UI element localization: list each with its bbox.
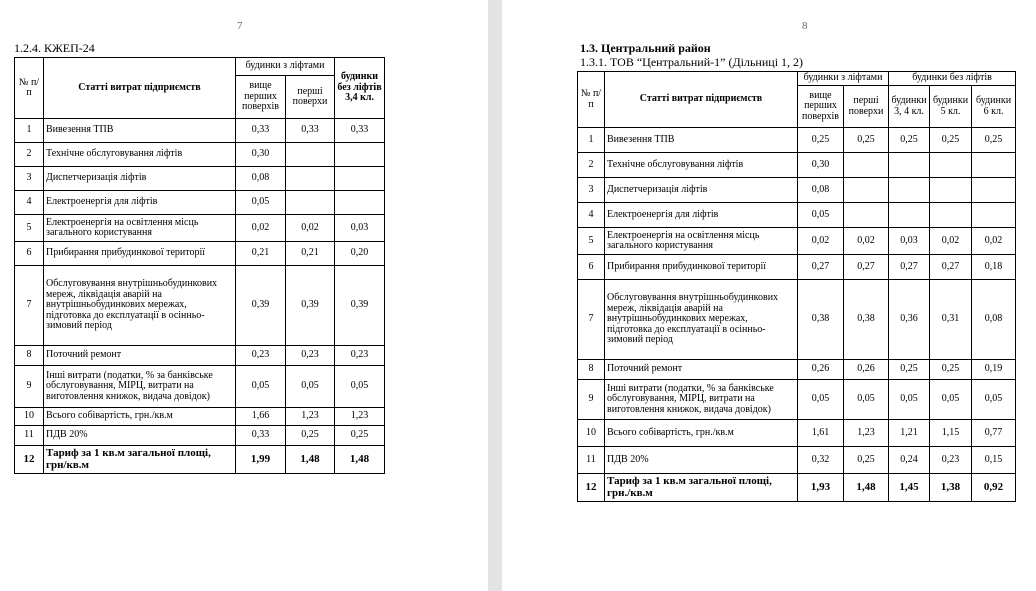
row-value: 0,05 [236, 191, 286, 215]
table-row [15, 266, 385, 346]
table-row [15, 191, 385, 215]
row-value: 0,02 [236, 215, 286, 242]
row-value [286, 143, 335, 167]
row-value [335, 191, 385, 215]
table-row [15, 346, 385, 366]
header-class-6: будинки 6 кл. [972, 86, 1016, 128]
row-value: 0,18 [972, 255, 1016, 280]
row-label: Вивезення ТПВ [605, 128, 798, 153]
table-row [578, 255, 1016, 280]
row-value: 0,25 [844, 128, 889, 153]
page-number: 7 [237, 20, 243, 32]
row-value: 1,45 [889, 474, 930, 502]
row-label: Поточний ремонт [605, 360, 798, 380]
row-label: Електроенергія на освітлення місць загального користування [44, 215, 236, 242]
row-value [889, 153, 930, 178]
row-value: 0,02 [798, 228, 844, 255]
row-value: 0,08 [798, 178, 844, 203]
row-value: 0,25 [844, 447, 889, 474]
row-value: 0,25 [889, 360, 930, 380]
row-value: 0,39 [236, 266, 286, 346]
row-value [889, 203, 930, 228]
row-value: 0,15 [972, 447, 1016, 474]
header-class-5: будинки 5 кл. [930, 86, 972, 128]
row-value: 0,25 [798, 128, 844, 153]
table-row [15, 426, 385, 446]
row-label: Всього собівартість, грн./кв.м [44, 408, 236, 426]
row-label: Інші витрати (податки, % за банківське обслуговування, МІРЦ, витрати на виготовлення книжок, видача довідок) [44, 366, 236, 408]
row-value: 0,03 [335, 215, 385, 242]
row-value: 1,66 [236, 408, 286, 426]
document-page-left [0, 0, 488, 591]
row-value: 0,05 [889, 380, 930, 420]
row-value: 0,02 [286, 215, 335, 242]
row-number: 3 [578, 178, 605, 203]
row-label: Прибирання прибудинкової території [605, 255, 798, 280]
row-value [844, 178, 889, 203]
row-value: 1,48 [844, 474, 889, 502]
table-row [15, 446, 385, 474]
row-label: Вивезення ТПВ [44, 119, 236, 143]
row-label: Технічне обслуговування ліфтів [44, 143, 236, 167]
row-value: 0,02 [844, 228, 889, 255]
header-class-3-4: будинки 3, 4 кл. [889, 86, 930, 128]
row-value: 0,19 [972, 360, 1016, 380]
header-first-floors: перші поверхи [844, 86, 889, 128]
row-value: 0,77 [972, 420, 1016, 447]
row-value: 0,24 [889, 447, 930, 474]
row-value: 0,39 [335, 266, 385, 346]
table-row [578, 128, 1016, 153]
row-value: 0,26 [844, 360, 889, 380]
row-value: 0,05 [335, 366, 385, 408]
row-value: 0,02 [930, 228, 972, 255]
row-value: 0,33 [286, 119, 335, 143]
row-value: 0,23 [236, 346, 286, 366]
row-value: 1,38 [930, 474, 972, 502]
row-value: 0,21 [286, 242, 335, 266]
table-row [578, 447, 1016, 474]
row-number: 7 [578, 280, 605, 360]
table-row [578, 203, 1016, 228]
table-row [15, 366, 385, 408]
row-number: 9 [15, 366, 44, 408]
row-value: 0,39 [286, 266, 335, 346]
row-value: 0,36 [889, 280, 930, 360]
header-upper-floors: вище перших поверхів [236, 76, 286, 119]
row-label: ПДВ 20% [44, 426, 236, 446]
header-number: № п/п [15, 58, 44, 119]
tariff-table-kzhep24 [14, 57, 385, 474]
tariff-table-centralnyi-1 [577, 71, 1016, 502]
row-value: 0,05 [930, 380, 972, 420]
section-title: 1.2.4. КЖЕП-24 [14, 41, 95, 55]
header-number: № п/п [578, 72, 605, 128]
table-row [578, 228, 1016, 255]
table-row [15, 242, 385, 266]
row-value: 0,30 [236, 143, 286, 167]
header-with-lifts: будинки з ліфтами [236, 58, 335, 76]
row-number: 1 [578, 128, 605, 153]
row-label: Прибирання прибудинкової території [44, 242, 236, 266]
row-value: 1,15 [930, 420, 972, 447]
table-row [578, 380, 1016, 420]
row-label: Диспетчеризація ліфтів [44, 167, 236, 191]
row-label: Електроенергія для ліфтів [605, 203, 798, 228]
row-label: ПДВ 20% [605, 447, 798, 474]
header-items: Статті витрат підприємств [44, 58, 236, 119]
row-number: 1 [15, 119, 44, 143]
subsection-title: 1.3.1. ТОВ “Центральний-1” (Дільниці 1, 2) [580, 55, 804, 69]
row-value: 0,27 [889, 255, 930, 280]
row-number: 6 [15, 242, 44, 266]
row-value [844, 203, 889, 228]
row-number: 5 [15, 215, 44, 242]
header-first-floors: перші поверхи [286, 76, 335, 119]
row-value: 1,99 [236, 446, 286, 474]
row-value [335, 143, 385, 167]
table-row [15, 167, 385, 191]
row-label: Диспетчеризація ліфтів [605, 178, 798, 203]
row-value: 1,48 [286, 446, 335, 474]
row-value: 0,08 [236, 167, 286, 191]
table-row [15, 143, 385, 167]
row-value [286, 191, 335, 215]
row-value: 0,05 [798, 380, 844, 420]
table-row [15, 408, 385, 426]
row-number: 11 [15, 426, 44, 446]
row-value: 0,32 [798, 447, 844, 474]
table-row [578, 420, 1016, 447]
header-items: Статті витрат підприємств [605, 72, 798, 128]
table-row [578, 178, 1016, 203]
row-value: 0,27 [930, 255, 972, 280]
page-number: 8 [802, 20, 808, 32]
table-row [15, 215, 385, 242]
row-label: Технічне обслуговування ліфтів [605, 153, 798, 178]
row-value: 0,23 [930, 447, 972, 474]
row-value: 0,33 [236, 426, 286, 446]
row-label: Всього собівартість, грн./кв.м [605, 420, 798, 447]
row-number: 8 [15, 346, 44, 366]
row-value: 1,23 [335, 408, 385, 426]
row-value: 0,05 [798, 203, 844, 228]
row-value: 0,26 [798, 360, 844, 380]
row-value: 0,25 [972, 128, 1016, 153]
row-value: 0,27 [798, 255, 844, 280]
row-label: Електроенергія для ліфтів [44, 191, 236, 215]
row-value: 0,92 [972, 474, 1016, 502]
row-number: 5 [578, 228, 605, 255]
row-label: Інші витрати (податки, % за банківське обслуговування, МІРЦ, витрати на виготовлення книжок, видача довідок) [605, 380, 798, 420]
row-value: 0,31 [930, 280, 972, 360]
header-without-lifts: будинки без ліфтів [889, 72, 1016, 86]
row-value [844, 153, 889, 178]
row-number: 10 [578, 420, 605, 447]
row-value [972, 153, 1016, 178]
row-value: 0,25 [889, 128, 930, 153]
row-number: 6 [578, 255, 605, 280]
row-value [286, 167, 335, 191]
row-value: 0,23 [335, 346, 385, 366]
header-with-lifts: будинки з ліфтами [798, 72, 889, 86]
table-row [578, 360, 1016, 380]
row-label: Поточний ремонт [44, 346, 236, 366]
row-label: Обслуговування внутрішньобудинкових мереж, ліквідація аварій на внутрішньобудинкових мережах, підготовка до експлуатації в осінньо-зимовий період [44, 266, 236, 346]
row-number: 8 [578, 360, 605, 380]
row-value [972, 203, 1016, 228]
row-number: 9 [578, 380, 605, 420]
row-value: 0,38 [844, 280, 889, 360]
row-value: 0,30 [798, 153, 844, 178]
row-number: 11 [578, 447, 605, 474]
row-value [889, 178, 930, 203]
table-row [15, 119, 385, 143]
row-value: 0,05 [844, 380, 889, 420]
table-row [578, 280, 1016, 360]
row-number: 4 [15, 191, 44, 215]
row-value: 0,03 [889, 228, 930, 255]
row-value: 0,02 [972, 228, 1016, 255]
row-value: 0,08 [972, 280, 1016, 360]
row-value: 0,33 [236, 119, 286, 143]
row-value: 1,93 [798, 474, 844, 502]
row-value [972, 178, 1016, 203]
row-value [930, 153, 972, 178]
header-upper-floors: вище перших поверхів [798, 86, 844, 128]
row-number: 12 [578, 474, 605, 502]
row-value [930, 203, 972, 228]
row-value: 0,25 [286, 426, 335, 446]
table-row [578, 153, 1016, 178]
row-value [930, 178, 972, 203]
row-number: 2 [578, 153, 605, 178]
section-title: 1.3. Центральний район [580, 41, 711, 55]
row-value: 0,27 [844, 255, 889, 280]
row-value: 0,05 [972, 380, 1016, 420]
row-value [335, 167, 385, 191]
row-number: 4 [578, 203, 605, 228]
row-number: 12 [15, 446, 44, 474]
row-value: 0,05 [286, 366, 335, 408]
row-value: 0,23 [286, 346, 335, 366]
header-no-lifts: будинки без ліфтів 3,4 кл. [335, 58, 385, 119]
row-value: 0,21 [236, 242, 286, 266]
row-label: Тариф за 1 кв.м загальної площі, грн/кв.м [44, 446, 236, 474]
row-value: 0,25 [930, 360, 972, 380]
row-value: 0,33 [335, 119, 385, 143]
row-number: 10 [15, 408, 44, 426]
row-value: 0,20 [335, 242, 385, 266]
row-number: 2 [15, 143, 44, 167]
row-label: Електроенергія на освітлення місць загального користування [605, 228, 798, 255]
row-value: 1,23 [286, 408, 335, 426]
row-value: 0,38 [798, 280, 844, 360]
row-value: 1,48 [335, 446, 385, 474]
row-number: 3 [15, 167, 44, 191]
table-row [578, 474, 1016, 502]
row-number: 7 [15, 266, 44, 346]
row-value: 0,25 [930, 128, 972, 153]
row-value: 1,23 [844, 420, 889, 447]
row-value: 0,05 [236, 366, 286, 408]
row-value: 0,25 [335, 426, 385, 446]
row-label: Тариф за 1 кв.м загальної площі, грн./кв.м [605, 474, 798, 502]
row-value: 1,61 [798, 420, 844, 447]
row-label: Обслуговування внутрішньобудинкових мереж, ліквідація аварій на внутрішньобудинкових мережах, підготовка до експлуатації в осінньо-зимовий період [605, 280, 798, 360]
row-value: 1,21 [889, 420, 930, 447]
